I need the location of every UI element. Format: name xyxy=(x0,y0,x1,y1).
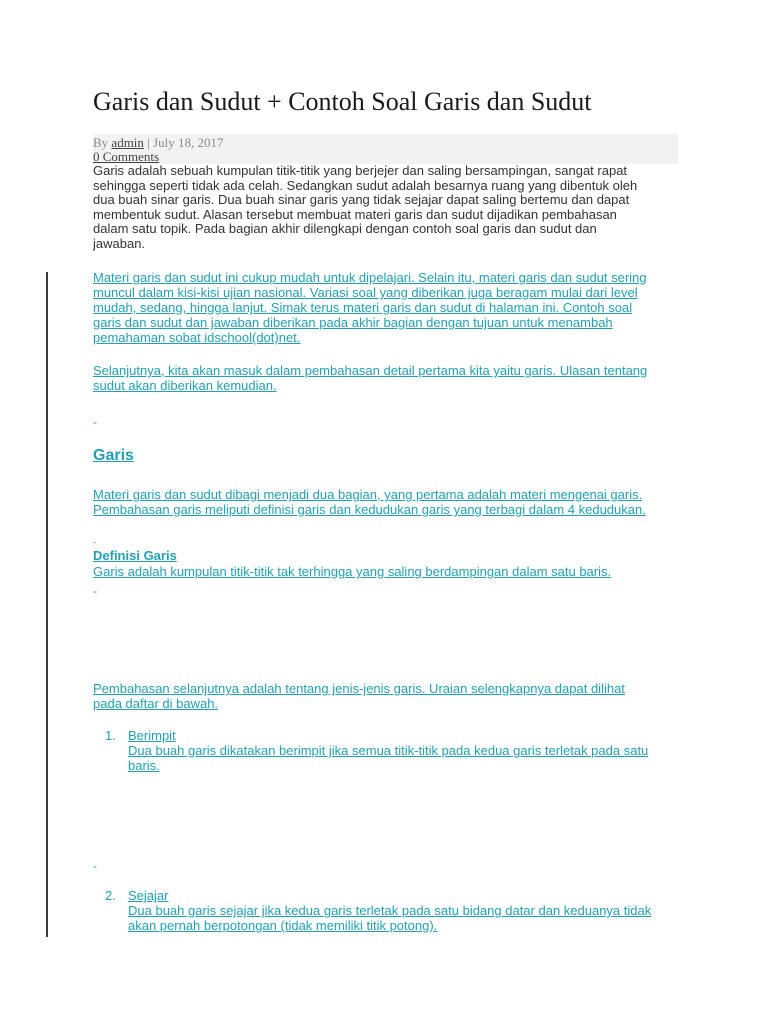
intro-line: jawaban. xyxy=(93,235,146,251)
paragraph-line: muncul dalam kisi-kisi ujian nasional. Variasi soal yang diberikan juga beragam mulai dari level xyxy=(93,285,638,300)
by-prefix: By xyxy=(93,135,112,150)
intro-line: sehingga seperti tidak ada celah. Sedangkan sudut adalah besarnya ruang yang dibentuk oleh xyxy=(93,177,638,193)
list-number: 2. xyxy=(105,888,116,903)
paragraph-line: garis dan sudut dan jawaban diberikan pada akhir bagian dengan tujuan untuk menambah xyxy=(93,315,613,330)
intro-line: membentuk sudut. Alasan tersebut membuat materi garis dan sudut dijadikan pembahasan xyxy=(93,206,617,222)
paragraph-materi[interactable] xyxy=(93,270,683,345)
section-heading-garis[interactable]: Garis xyxy=(93,447,134,464)
dash-marker: - xyxy=(93,859,97,873)
post-date: July 18, 2017 xyxy=(153,135,224,150)
list-number: 1. xyxy=(105,728,116,743)
paragraph-line: pemahaman sobat idschool(dot)net. xyxy=(93,330,301,345)
list-item-term: Berimpit xyxy=(128,728,176,743)
section-intro-paragraph[interactable] xyxy=(93,487,683,517)
paragraph-line: Materi garis dan sudut ini cukup mudah untuk dipelajari. Selain itu, materi garis dan sudut sering xyxy=(93,270,647,285)
post-meta-byline xyxy=(93,136,223,150)
comments-link[interactable]: 0 Comments xyxy=(93,149,160,164)
author-link[interactable]: admin xyxy=(111,135,144,150)
paragraph-selanjutnya[interactable] xyxy=(93,363,683,393)
subheading-definisi-garis[interactable]: Definisi Garis xyxy=(93,548,177,563)
intro-line: Garis adalah sebuah kumpulan titik-titik yang berjejer dan saling bersampingan, sangat rapat xyxy=(93,163,628,178)
types-intro-paragraph[interactable] xyxy=(93,681,683,711)
list-item-line: Dua buah garis dikatakan berimpit jika semua titik-titik pada kedua garis terletak pada satu xyxy=(128,743,649,758)
dash-marker: - xyxy=(93,415,97,429)
paragraph-line: Pembahasan selanjutnya adalah tentang jenis-jenis garis. Uraian selengkapnya dapat dilihat xyxy=(93,681,625,696)
paragraph-line: Materi garis dan sudut dibagi menjadi dua bagian, yang pertama adalah materi mengenai garis. xyxy=(93,487,643,502)
post-meta-comments xyxy=(93,150,159,164)
list-item-line: baris. xyxy=(128,758,160,773)
paragraph-line: sudut akan diberikan kemudian. xyxy=(93,378,277,393)
paragraph-line: pada daftar di bawah. xyxy=(93,696,219,711)
paragraph-line: mudah, sedang, hingga lanjut. Simak terus materi garis dan sudut di halaman ini. Contoh soal xyxy=(93,300,633,315)
definition-paragraph[interactable] xyxy=(93,564,683,579)
intro-line: dua buah sinar garis. Dua buah sinar garis yang tidak sejajar dapat saling bertemu dan dapat xyxy=(93,192,630,208)
list-item-sejajar[interactable] xyxy=(128,888,688,933)
paragraph-line: Pembahasan garis meliputi definisi garis dan kedudukan garis yang terbagi dalam 4 kedudukan. xyxy=(93,502,646,517)
list-item-berimpit[interactable] xyxy=(128,728,688,773)
list-item-line: akan pernah berpotongan (tidak memiliki titik potong). xyxy=(128,918,438,933)
meta-separator: | xyxy=(143,135,154,150)
left-margin-rule xyxy=(46,272,48,937)
list-item-line: Dua buah garis sejajar jika kedua garis terletak pada satu bidang datar dan keduanya tidak xyxy=(128,903,652,918)
dash-marker: - xyxy=(93,537,96,547)
intro-paragraph xyxy=(93,164,683,252)
list-item-term: Sejajar xyxy=(128,888,169,903)
dash-marker: - xyxy=(93,584,97,598)
paragraph-line: Selanjutnya, kita akan masuk dalam pembahasan detail pertama kita yaitu garis. Ulasan tentang xyxy=(93,363,648,378)
paragraph-line: Garis adalah kumpulan titik-titik tak terhingga yang saling berdampingan dalam satu baris. xyxy=(93,564,612,579)
article-title: Garis dan Sudut + Contoh Soal Garis dan Sudut xyxy=(93,87,592,116)
intro-line: dalam satu topik. Pada bagian akhir dilengkapi dengan contoh soal garis dan sudut dan xyxy=(93,221,597,237)
